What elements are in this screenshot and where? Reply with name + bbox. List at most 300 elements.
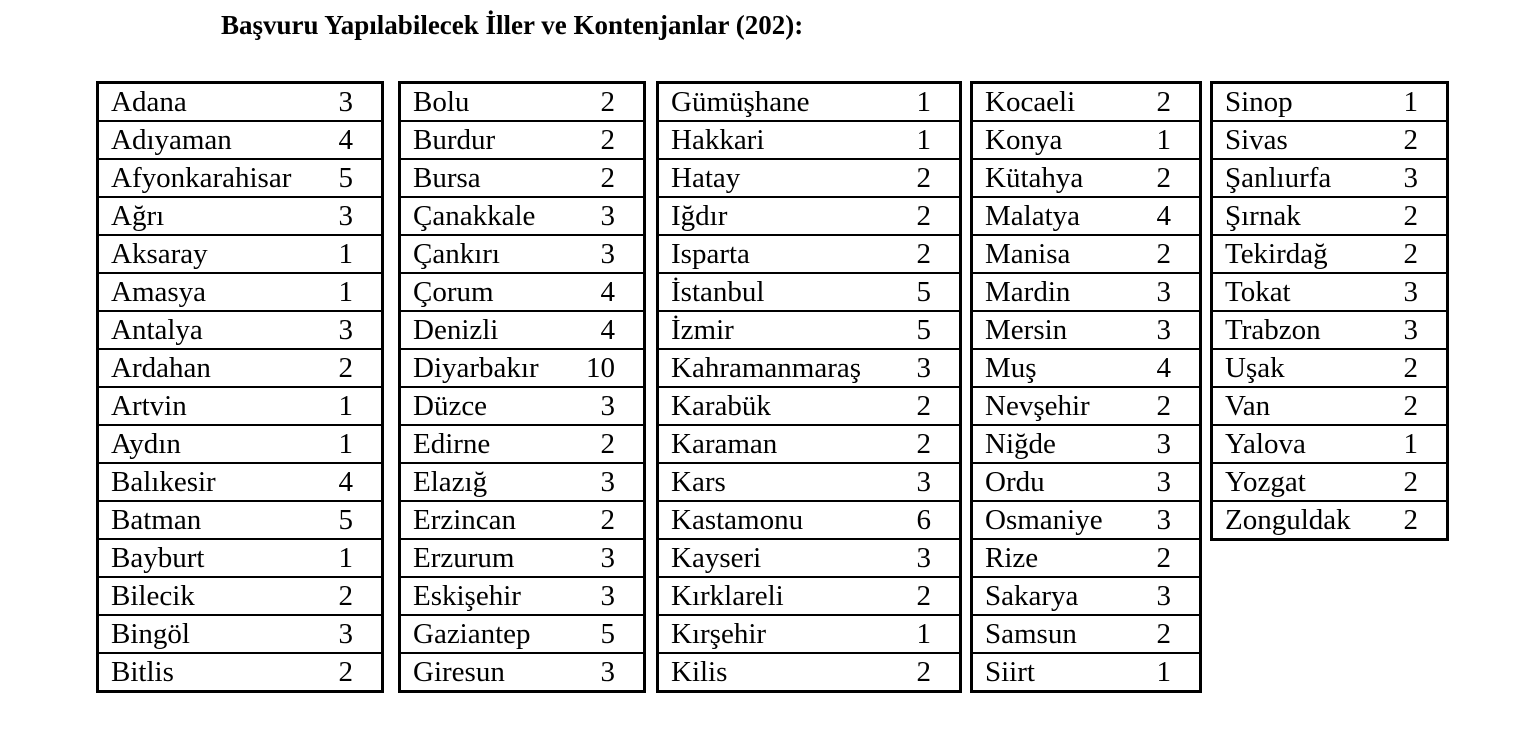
- province-cell: [1212, 501, 1447, 539]
- table-row: [98, 311, 382, 349]
- province-quota: 2: [338, 656, 353, 688]
- province-quota: 2: [1403, 238, 1418, 270]
- province-cell: [658, 273, 960, 311]
- province-quota: 3: [916, 466, 931, 498]
- province-table-block-4: [970, 81, 1202, 693]
- province-quota: 1: [338, 276, 353, 308]
- table-row: [400, 197, 644, 235]
- table-row: [98, 387, 382, 425]
- province-quota: 6: [916, 504, 931, 536]
- province-quota: 3: [600, 542, 615, 574]
- table-row: [972, 387, 1200, 425]
- province-name: Batman: [111, 504, 202, 536]
- province-name: Kırşehir: [671, 618, 767, 650]
- table-row: [972, 349, 1200, 387]
- province-cell: [658, 197, 960, 235]
- province-name: Sinop: [1225, 86, 1293, 118]
- province-cell: [658, 653, 960, 691]
- province-cell: [972, 273, 1200, 311]
- province-name: Nevşehir: [985, 390, 1090, 422]
- table-row: [400, 311, 644, 349]
- province-name: Burdur: [413, 124, 496, 156]
- province-cell: [400, 501, 644, 539]
- province-cell: [658, 235, 960, 273]
- province-name: Aydın: [111, 428, 181, 460]
- province-cell: [400, 311, 644, 349]
- province-name: Sakarya: [985, 580, 1079, 612]
- province-table-block-3: [656, 81, 962, 693]
- province-name: Denizli: [413, 314, 499, 346]
- province-name: Ardahan: [111, 352, 211, 384]
- province-quota: 3: [600, 390, 615, 422]
- province-quota: 2: [1403, 504, 1418, 536]
- province-quota: 2: [600, 162, 615, 194]
- table-row: [400, 349, 644, 387]
- province-quota: 3: [338, 200, 353, 232]
- table-row: [658, 425, 960, 463]
- table-row: [1212, 83, 1447, 121]
- table-row: [400, 425, 644, 463]
- province-name: Bursa: [413, 162, 481, 194]
- province-name: Konya: [985, 124, 1063, 156]
- table-row: [98, 235, 382, 273]
- province-quota: 2: [1156, 238, 1171, 270]
- province-quota: 3: [1403, 314, 1418, 346]
- province-cell: [1212, 387, 1447, 425]
- province-cell: [400, 121, 644, 159]
- province-quota: 2: [1403, 200, 1418, 232]
- province-name: Edirne: [413, 428, 491, 460]
- table-row: [1212, 387, 1447, 425]
- table-row: [972, 615, 1200, 653]
- table-row: [972, 539, 1200, 577]
- province-quota: 2: [916, 238, 931, 270]
- province-quota: 3: [1156, 504, 1171, 536]
- province-quota: 2: [600, 124, 615, 156]
- province-quota: 3: [916, 542, 931, 574]
- province-name: Eskişehir: [413, 580, 521, 612]
- province-name: Çanakkale: [413, 200, 536, 232]
- province-name: Kahramanmaraş: [671, 352, 862, 384]
- province-name: Van: [1225, 390, 1271, 422]
- province-cell: [98, 349, 382, 387]
- table-row: [98, 653, 382, 691]
- province-quota: 1: [916, 618, 931, 650]
- province-quota: 3: [1403, 276, 1418, 308]
- table-row: [400, 387, 644, 425]
- province-quota: 2: [1156, 162, 1171, 194]
- province-table-block-5: [1210, 81, 1449, 541]
- province-name: Isparta: [671, 238, 750, 270]
- province-quota: 2: [1403, 352, 1418, 384]
- province-cell: [400, 349, 644, 387]
- province-name: Tekirdağ: [1225, 238, 1328, 270]
- province-cell: [972, 83, 1200, 121]
- table-row: [658, 273, 960, 311]
- province-name: Giresun: [413, 656, 505, 688]
- province-name: Şırnak: [1225, 200, 1301, 232]
- province-cell: [658, 159, 960, 197]
- table-row: [658, 463, 960, 501]
- province-cell: [972, 197, 1200, 235]
- province-name: Afyonkarahisar: [111, 162, 292, 194]
- table-row: [98, 577, 382, 615]
- table-row: [1212, 425, 1447, 463]
- province-name: Mardin: [985, 276, 1071, 308]
- province-cell: [1212, 159, 1447, 197]
- table-row: [400, 159, 644, 197]
- province-cell: [658, 311, 960, 349]
- province-quota: 3: [338, 618, 353, 650]
- province-quota: 1: [1156, 656, 1171, 688]
- province-name: Adana: [111, 86, 187, 118]
- table-row: [98, 349, 382, 387]
- province-cell: [400, 273, 644, 311]
- province-cell: [972, 311, 1200, 349]
- province-quota: 2: [1156, 542, 1171, 574]
- table-row: [98, 539, 382, 577]
- province-quota: 4: [338, 124, 353, 156]
- table-row: [1212, 311, 1447, 349]
- province-quota: 5: [916, 276, 931, 308]
- province-cell: [98, 387, 382, 425]
- province-name: Bingöl: [111, 618, 190, 650]
- province-quota: 1: [338, 428, 353, 460]
- province-name: Uşak: [1225, 352, 1285, 384]
- province-quota: 1: [1403, 86, 1418, 118]
- province-quota: 2: [916, 162, 931, 194]
- province-name: Karaman: [671, 428, 778, 460]
- province-cell: [1212, 197, 1447, 235]
- province-cell: [400, 83, 644, 121]
- table-row: [972, 653, 1200, 691]
- table-row: [98, 501, 382, 539]
- province-name: Elazığ: [413, 466, 488, 498]
- province-cell: [972, 159, 1200, 197]
- province-cell: [1212, 349, 1447, 387]
- table-row: [972, 577, 1200, 615]
- province-quota: 2: [1403, 390, 1418, 422]
- province-name: Tokat: [1225, 276, 1291, 308]
- table-row: [400, 653, 644, 691]
- province-name: Ordu: [985, 466, 1045, 498]
- province-quota: 2: [916, 428, 931, 460]
- table-row: [658, 501, 960, 539]
- table-row: [658, 615, 960, 653]
- province-quota: 2: [600, 428, 615, 460]
- table-row: [658, 577, 960, 615]
- province-cell: [98, 577, 382, 615]
- province-cell: [400, 463, 644, 501]
- province-cell: [400, 235, 644, 273]
- province-quota: 3: [1156, 580, 1171, 612]
- province-cell: [400, 615, 644, 653]
- table-row: [658, 387, 960, 425]
- table-row: [400, 273, 644, 311]
- province-cell: [1212, 311, 1447, 349]
- province-cell: [1212, 235, 1447, 273]
- province-quota: 4: [1156, 200, 1171, 232]
- province-cell: [972, 425, 1200, 463]
- province-cell: [400, 387, 644, 425]
- table-row: [658, 349, 960, 387]
- table-row: [1212, 463, 1447, 501]
- table-row: [972, 425, 1200, 463]
- province-name: Karabük: [671, 390, 771, 422]
- table-row: [658, 311, 960, 349]
- table-row: [658, 83, 960, 121]
- province-cell: [658, 83, 960, 121]
- table-row: [972, 311, 1200, 349]
- province-name: Erzincan: [413, 504, 517, 536]
- province-quota: 1: [1403, 428, 1418, 460]
- table-row: [400, 235, 644, 273]
- province-quota: 2: [338, 580, 353, 612]
- province-cell: [658, 577, 960, 615]
- province-name: Manisa: [985, 238, 1071, 270]
- province-quota: 1: [338, 542, 353, 574]
- table-row: [400, 615, 644, 653]
- table-row: [400, 501, 644, 539]
- province-table-block-1: [96, 81, 384, 693]
- province-name: Samsun: [985, 618, 1077, 650]
- province-cell: [98, 425, 382, 463]
- province-quota: 1: [338, 238, 353, 270]
- province-quota: 3: [338, 86, 353, 118]
- province-name: Gümüşhane: [671, 86, 810, 118]
- province-quota: 3: [600, 200, 615, 232]
- province-name: Adıyaman: [111, 124, 232, 156]
- province-name: Hatay: [671, 162, 741, 194]
- province-name: Mersin: [985, 314, 1068, 346]
- table-row: [400, 577, 644, 615]
- province-name: Kırklareli: [671, 580, 784, 612]
- table-row: [1212, 159, 1447, 197]
- province-quota: 3: [600, 580, 615, 612]
- table-row: [1212, 273, 1447, 311]
- province-cell: [98, 615, 382, 653]
- province-name: Yozgat: [1225, 466, 1306, 498]
- province-quota: 2: [1156, 86, 1171, 118]
- province-cell: [98, 311, 382, 349]
- province-quota: 10: [586, 352, 615, 384]
- province-name: Trabzon: [1225, 314, 1321, 346]
- table-row: [972, 83, 1200, 121]
- province-quota: 2: [916, 200, 931, 232]
- province-quota: 2: [338, 352, 353, 384]
- table-row: [658, 235, 960, 273]
- province-cell: [98, 235, 382, 273]
- province-quota: 3: [1156, 466, 1171, 498]
- province-quota: 2: [916, 580, 931, 612]
- province-name: Kütahya: [985, 162, 1084, 194]
- province-name: Bayburt: [111, 542, 205, 574]
- table-row: [658, 539, 960, 577]
- province-cell: [400, 539, 644, 577]
- province-name: Kilis: [671, 656, 728, 688]
- province-cell: [658, 615, 960, 653]
- province-quota: 1: [1156, 124, 1171, 156]
- province-quota: 2: [1156, 618, 1171, 650]
- province-cell: [972, 501, 1200, 539]
- province-quota: 2: [916, 390, 931, 422]
- province-quota: 2: [1403, 466, 1418, 498]
- table-row: [98, 83, 382, 121]
- province-cell: [658, 387, 960, 425]
- province-quota: 3: [1403, 162, 1418, 194]
- province-name: Muş: [985, 352, 1037, 384]
- province-cell: [400, 577, 644, 615]
- province-cell: [658, 121, 960, 159]
- province-name: Çorum: [413, 276, 494, 308]
- table-row: [400, 83, 644, 121]
- province-name: Rize: [985, 542, 1039, 574]
- province-cell: [1212, 463, 1447, 501]
- province-cell: [1212, 425, 1447, 463]
- table-row: [400, 463, 644, 501]
- table-row: [98, 425, 382, 463]
- province-cell: [98, 463, 382, 501]
- province-name: Çankırı: [413, 238, 500, 270]
- province-quota: 4: [600, 276, 615, 308]
- province-name: Hakkari: [671, 124, 765, 156]
- province-quota: 3: [600, 656, 615, 688]
- table-row: [658, 121, 960, 159]
- province-cell: [98, 197, 382, 235]
- table-row: [658, 159, 960, 197]
- table-row: [972, 501, 1200, 539]
- province-cell: [1212, 273, 1447, 311]
- province-quota: 3: [916, 352, 931, 384]
- table-row: [658, 197, 960, 235]
- province-quota: 3: [1156, 276, 1171, 308]
- province-name: İzmir: [671, 314, 734, 346]
- province-name: Iğdır: [671, 200, 728, 232]
- table-row: [400, 121, 644, 159]
- province-name: Kars: [671, 466, 726, 498]
- province-cell: [400, 425, 644, 463]
- province-name: Bitlis: [111, 656, 174, 688]
- province-quota: 2: [916, 656, 931, 688]
- province-quota: 2: [1403, 124, 1418, 156]
- province-name: Erzurum: [413, 542, 515, 574]
- province-cell: [658, 501, 960, 539]
- province-name: Bolu: [413, 86, 470, 118]
- province-quota: 4: [600, 314, 615, 346]
- table-row: [1212, 349, 1447, 387]
- table-row: [658, 653, 960, 691]
- province-quota: 2: [600, 86, 615, 118]
- province-quota: 5: [916, 314, 931, 346]
- province-name: Antalya: [111, 314, 203, 346]
- table-row: [98, 615, 382, 653]
- province-name: Sivas: [1225, 124, 1288, 156]
- province-cell: [658, 539, 960, 577]
- province-name: Şanlıurfa: [1225, 162, 1332, 194]
- province-name: Ağrı: [111, 200, 165, 232]
- table-row: [972, 121, 1200, 159]
- province-name: İstanbul: [671, 276, 765, 308]
- province-cell: [972, 387, 1200, 425]
- province-cell: [400, 159, 644, 197]
- province-cell: [98, 83, 382, 121]
- province-cell: [1212, 121, 1447, 159]
- table-row: [972, 273, 1200, 311]
- table-row: [98, 463, 382, 501]
- table-row: [98, 121, 382, 159]
- province-name: Siirt: [985, 656, 1035, 688]
- document-title: Başvuru Yapılabilecek İller ve Kontenjanlar (202):: [221, 10, 804, 40]
- table-row: [1212, 121, 1447, 159]
- province-cell: [658, 425, 960, 463]
- province-quota: 3: [600, 466, 615, 498]
- province-quota: 4: [338, 466, 353, 498]
- province-name: Artvin: [111, 390, 187, 422]
- table-row: [400, 539, 644, 577]
- province-name: Malatya: [985, 200, 1081, 232]
- province-name: Zonguldak: [1225, 504, 1351, 536]
- province-cell: [400, 197, 644, 235]
- province-name: Aksaray: [111, 238, 208, 270]
- table-row: [98, 159, 382, 197]
- province-quota: 5: [338, 504, 353, 536]
- province-cell: [98, 159, 382, 197]
- province-cell: [972, 235, 1200, 273]
- province-quota: 3: [1156, 314, 1171, 346]
- province-name: Niğde: [985, 428, 1056, 460]
- province-name: Bilecik: [111, 580, 195, 612]
- province-quota: 3: [338, 314, 353, 346]
- province-cell: [658, 463, 960, 501]
- province-name: Amasya: [111, 276, 207, 308]
- province-cell: [98, 273, 382, 311]
- province-name: Diyarbakır: [413, 352, 539, 384]
- table-row: [1212, 197, 1447, 235]
- province-cell: [98, 653, 382, 691]
- province-name: Kastamonu: [671, 504, 804, 536]
- province-name: Gaziantep: [413, 618, 531, 650]
- table-row: [972, 463, 1200, 501]
- table-row: [1212, 235, 1447, 273]
- table-row: [98, 273, 382, 311]
- province-name: Kocaeli: [985, 86, 1076, 118]
- province-quota: 5: [600, 618, 615, 650]
- table-row: [972, 235, 1200, 273]
- province-quota: 5: [338, 162, 353, 194]
- province-cell: [658, 349, 960, 387]
- province-cell: [972, 577, 1200, 615]
- province-quota: 2: [1156, 390, 1171, 422]
- province-table-block-2: [398, 81, 646, 693]
- province-cell: [972, 615, 1200, 653]
- province-cell: [400, 653, 644, 691]
- province-cell: [972, 463, 1200, 501]
- province-quota: 1: [338, 390, 353, 422]
- province-cell: [1212, 83, 1447, 121]
- province-cell: [98, 501, 382, 539]
- table-row: [972, 159, 1200, 197]
- province-cell: [972, 539, 1200, 577]
- table-row: [1212, 501, 1447, 539]
- province-name: Yalova: [1225, 428, 1306, 460]
- province-cell: [98, 121, 382, 159]
- province-name: Düzce: [413, 390, 488, 422]
- table-row: [98, 197, 382, 235]
- province-quota: 1: [916, 86, 931, 118]
- province-quota: 4: [1156, 352, 1171, 384]
- province-cell: [98, 539, 382, 577]
- province-cell: [972, 653, 1200, 691]
